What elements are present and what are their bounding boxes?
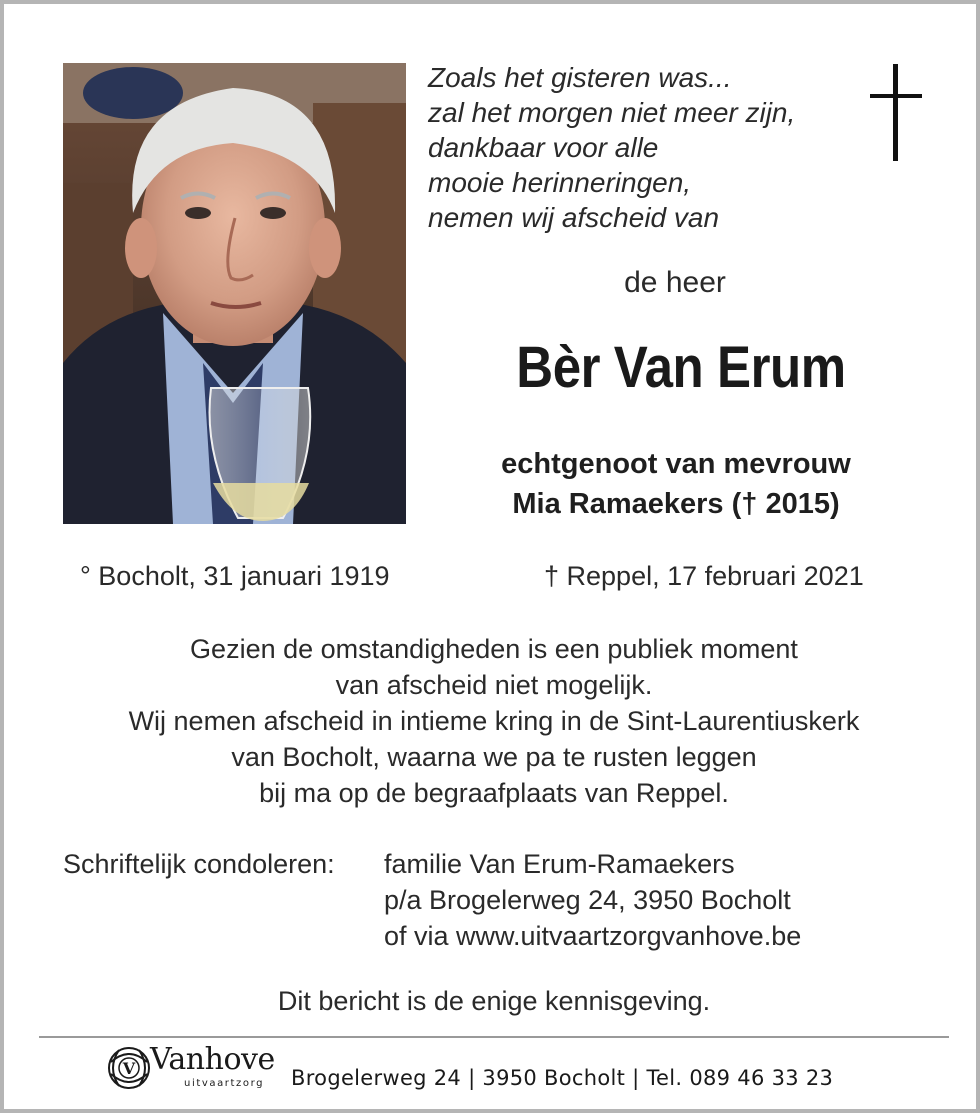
- poem-line: zal het morgen niet meer zijn,: [428, 97, 796, 128]
- logo-subtitle: uitvaartzorg: [184, 1078, 265, 1089]
- condolence-line: familie Van Erum-Ramaekers: [384, 849, 735, 879]
- deceased-name: Bèr Van Erum: [516, 335, 846, 400]
- closing-statement: Dit bericht is de enige kennisgeving.: [277, 986, 711, 1016]
- spouse-line-2: Mia Ramaekers († 2015): [512, 488, 840, 520]
- cross-icon: [866, 64, 928, 164]
- salutation: de heer: [624, 266, 726, 299]
- logo-name: Vanhove: [150, 1042, 275, 1077]
- poem-line: nemen wij afscheid van: [428, 202, 720, 233]
- footer-divider: [39, 1036, 949, 1038]
- footer-contact: Brogelerweg 24 | 3950 Bocholt | Tel. 089 46 33 23: [291, 1066, 834, 1090]
- notice-line: van Bocholt, waarna we pa te rusten leggen: [231, 742, 757, 772]
- notice-line: van afscheid niet mogelijk.: [335, 670, 653, 700]
- poem: [428, 60, 868, 235]
- notice-line: bij ma op de begraafplaats van Reppel.: [259, 778, 729, 808]
- poem-line: dankbaar voor alle: [428, 132, 659, 163]
- death-info: † Reppel, 17 februari 2021: [544, 561, 864, 591]
- birth-info: ° Bocholt, 31 januari 1919: [80, 561, 390, 591]
- spouse-info: [424, 444, 928, 524]
- condolence-line: p/a Brogelerweg 24, 3950 Bocholt: [384, 885, 791, 915]
- poem-line: Zoals het gisteren was...: [428, 62, 732, 93]
- notice-line: Gezien de omstandigheden is een publiek moment: [190, 634, 798, 664]
- portrait-photo: [63, 63, 406, 524]
- poem-line: mooie herinneringen,: [428, 167, 692, 198]
- condolence-label: Schriftelijk condoleren:: [63, 849, 335, 879]
- condolence-address: [384, 846, 801, 954]
- funeral-notice: [44, 631, 944, 811]
- notice-line: Wij nemen afscheid in intieme kring in de Sint-Laurentiuskerk: [128, 706, 860, 736]
- logo-letter: V: [122, 1059, 136, 1078]
- condolence-line: of via www.uitvaartzorgvanhove.be: [384, 921, 802, 951]
- spouse-line-1: echtgenoot van mevrouw: [501, 448, 851, 480]
